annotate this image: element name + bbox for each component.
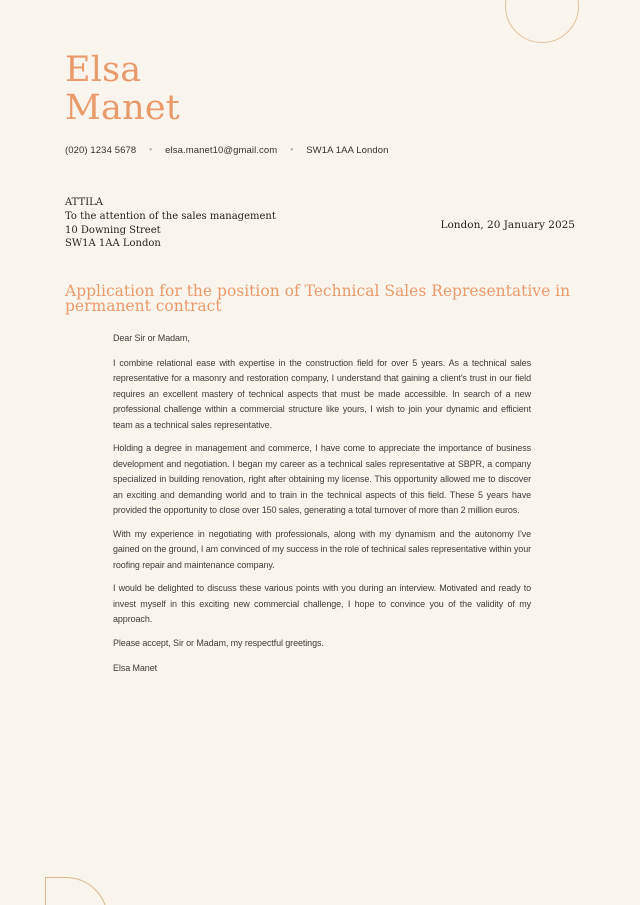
recipient-line: To the attention of the sales management (65, 210, 276, 222)
recipient-address-block (65, 196, 276, 251)
body-paragraph: I combine relational ease with expertise in the construction field for over 5 years. As a technical sales representative for a masonry and restoration company, I understand that gaining a client's trust in our field requires an excellent mastery of technical aspects that must be made accessible. In search of a new professional challenge within a commercial structure like yours, I wish to join your dynamic and efficient team as a technical sales representative. (113, 357, 531, 430)
postal-location: SW1A 1AA London (306, 145, 389, 156)
dot-separator-icon: • (149, 145, 153, 154)
phone-number: (020) 1234 5678 (65, 145, 137, 156)
email-address: elsa.manet10@gmail.com (165, 145, 278, 156)
subject-heading: Application for the position of Technical Sales Representative in permanent contract (65, 282, 571, 315)
date-line: London, 20 January 2025 (440, 219, 575, 231)
signature-name: Elsa Manet (113, 663, 158, 673)
rounded-corner-decoration-icon (45, 877, 108, 905)
closing-line: Please accept, Sir or Madam, my respectful greetings. (113, 637, 324, 648)
sender-name (65, 51, 180, 127)
greeting-line: Dear Sir or Madam, (113, 333, 190, 343)
sender-last-name: Manet (65, 88, 181, 128)
recipient-line: SW1A 1AA London (65, 238, 161, 250)
body-paragraph: With my experience in negotiating with professionals, along with my dynamism and the autonomy I've gained on the ground, I am convinced of my success in the role of technical sales representative within your roofing repair and maintenance company. (113, 528, 531, 570)
recipient-line: 10 Downing Street (65, 224, 161, 236)
circle-decoration-icon (505, 0, 579, 43)
contact-line (65, 145, 389, 156)
letter-body (113, 331, 531, 677)
dot-separator-icon: • (290, 145, 294, 154)
sender-first-name: Elsa (65, 50, 142, 90)
recipient-line: ATTILA (65, 197, 104, 208)
body-paragraph: I would be delighted to discuss these various points with you during an interview. Motivated and ready to invest myself in this exciting new commercial challenge, I hope to convince you of the validity of my approach. (113, 583, 531, 624)
body-paragraph: Holding a degree in management and commerce, I have come to appreciate the importance of business development and negotiation. I began my career as a technical sales representative at SBPR, a company specialized in building renovation, right after obtaining my license. This opportunity allowed me to discover an exciting and demanding world and to train in the technical aspects of this field. These 5 years have provided the opportunity to close over 150 sales, generating a total turnover of more than 2 million euros. (113, 443, 531, 515)
